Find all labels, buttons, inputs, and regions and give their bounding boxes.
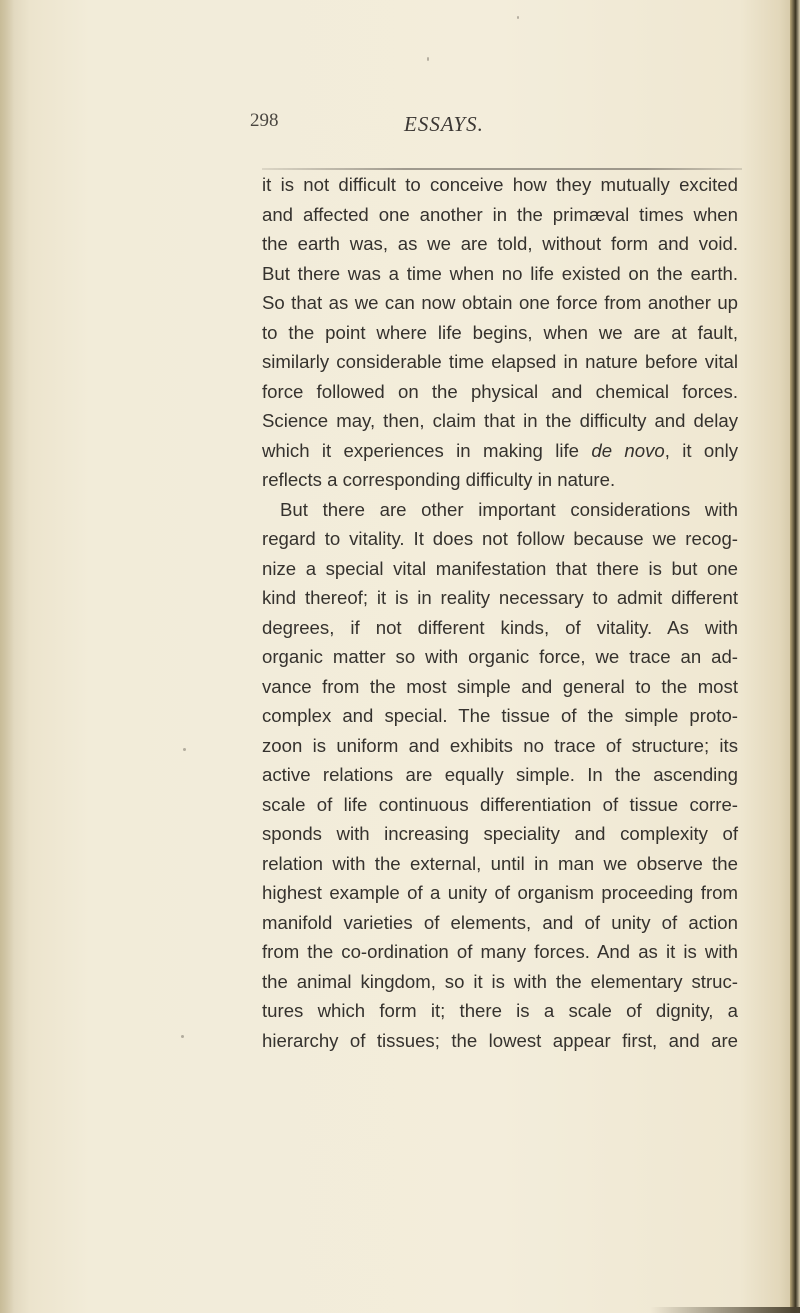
- text-line: degrees, if not different kinds, of vitality. As with: [262, 616, 738, 638]
- running-head: ESSAYS.: [404, 112, 484, 136]
- text-line: complex and special. The tissue of the simple proto-: [262, 705, 738, 726]
- text-line: the earth was, as we are told, without form and void.: [262, 233, 738, 254]
- body-text: [262, 170, 738, 1055]
- text-line: and affected one another in the primæval times when: [262, 203, 738, 225]
- text-line: manifold varieties of elements, and of unity of action: [262, 911, 738, 933]
- text-line: But there was a time when no life existed on the earth.: [262, 262, 738, 284]
- text-line: nize a special vital manifestation that there is but one: [262, 557, 738, 579]
- italic-phrase: de novo: [591, 439, 665, 461]
- page-header: [0, 108, 800, 148]
- text-line: it is not difficult to conceive how they mutually excited: [262, 174, 738, 195]
- text-line: highest example of a unity of organism proceeding from: [262, 882, 738, 903]
- page-edge-right: [790, 0, 800, 1313]
- text-line: active relations are equally simple. In the ascending: [262, 764, 738, 785]
- text-line: scale of life continuous differentiation of tissue corre-: [262, 793, 738, 815]
- text-line: zoon is uniform and exhibits no trace of structure; its: [262, 734, 738, 756]
- text-line: vance from the most simple and general to the most: [262, 675, 738, 697]
- paper-speck: [427, 57, 429, 61]
- text-line: kind thereof; it is in reality necessary to admit different: [262, 587, 738, 608]
- paper-speck: [517, 16, 519, 19]
- text-line: sponds with increasing speciality and complexity of: [262, 823, 738, 844]
- paper-speck: [183, 748, 186, 751]
- text-line: force followed on the physical and chemical forces.: [262, 380, 738, 402]
- paper-speck: [181, 1035, 184, 1038]
- text-fragment: , it only: [664, 439, 739, 461]
- text-line: the animal kingdom, so it is with the elementary struc-: [262, 970, 738, 992]
- text-line: So that as we can now obtain one force from another up: [262, 292, 738, 313]
- text-line-with-italic: [262, 436, 738, 466]
- text-fragment: which it experiences in making life: [262, 439, 592, 461]
- text-line: from the co-ordination of many forces. And as it is with: [262, 941, 738, 962]
- text-line: relation with the external, until in man we observe the: [262, 852, 738, 874]
- page-edge-bottom: [650, 1307, 800, 1313]
- text-line: similarly considerable time elapsed in nature before vital: [262, 351, 738, 372]
- text-line: Science may, then, claim that in the difficulty and delay: [262, 410, 738, 431]
- text-line: But there are other important considerations with: [280, 498, 738, 520]
- text-line: hierarchy of tissues; the lowest appear first, and are: [262, 1029, 738, 1051]
- page-edge-left: [0, 0, 14, 1313]
- text-line: regard to vitality. It does not follow because we recog-: [262, 528, 738, 549]
- text-line: reflects a corresponding difficulty in nature.: [262, 469, 616, 490]
- page-number: 298: [250, 110, 279, 131]
- text-line: organic matter so with organic force, we trace an ad-: [262, 646, 738, 667]
- text-line: to the point where life begins, when we are at fault,: [262, 321, 738, 343]
- text-line: tures which form it; there is a scale of dignity, a: [262, 1000, 738, 1021]
